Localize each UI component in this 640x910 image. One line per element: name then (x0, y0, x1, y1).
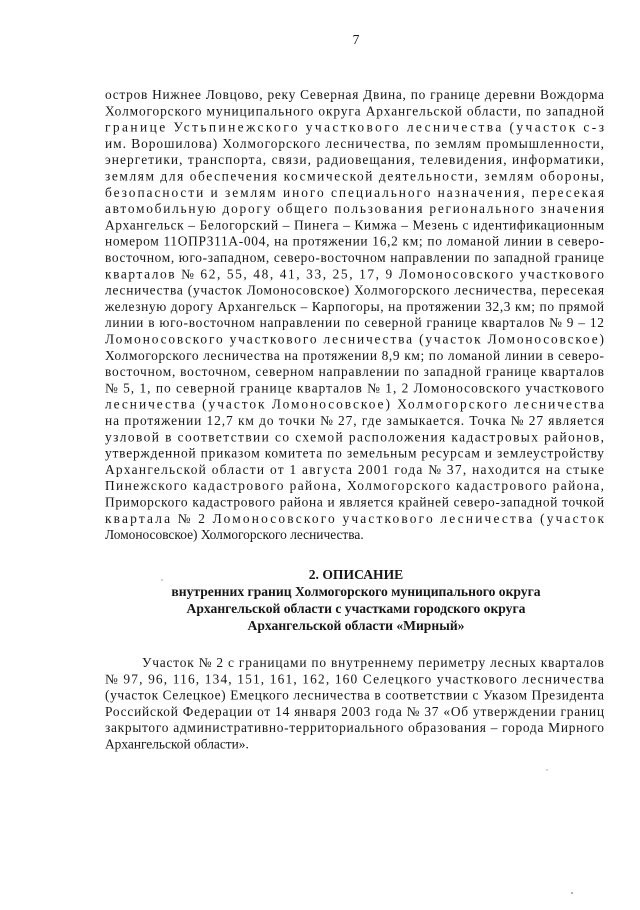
paragraph-line: Архангельской области». (105, 736, 249, 752)
section-subtitle-line: внутренних границ Холмогорского муниципального округа (171, 584, 541, 599)
paragraph-line: Участок № 2 с границами по внутреннему периметру лесных кварталов (142, 655, 604, 670)
paragraph-line: утвержденной приказом комитета по земельным ресурсам и землеустройству (105, 445, 604, 461)
paragraph-line: Ломоносовского участкового лесничества (участок Ломоносовское) (105, 331, 604, 347)
paragraph-line: автомобильную дорогу общего пользования регионального значения (105, 201, 604, 217)
paragraph-line: (участок Селецкое) Емецкого лесничества в соответствии с Указом Президента (105, 687, 604, 703)
paragraph-line: лесничества (участок Ломоносовское) Холмогорского лесничества, пересекая (105, 282, 604, 298)
paragraph-line: остров Нижнее Ловцово, реку Северная Двина, по границе деревни Вождорма (105, 87, 604, 102)
paragraph-line: линии в юго-восточном направлении по северной границе кварталов № 9 – 12 (105, 315, 604, 331)
paragraph-line: Холмогорского муниципального округа Архангельской области, по западной (105, 103, 604, 119)
paragraph-line: землям для обеспечения космической деятельности, землям обороны, (105, 168, 604, 184)
paragraph-line: квартала № 2 Ломоносовского участкового лесничества (участок (105, 510, 605, 526)
paragraph-line: границе Устьпинежского участкового лесничества (участок с-з (105, 119, 605, 135)
scan-speck (161, 579, 163, 581)
paragraph-line: энергетики, транспорта, связи, радиовещания, телевидения, информатики, (105, 152, 604, 168)
paragraph-line: на протяжении 12,7 км до точки № 27, где замыкается. Точка № 27 является (105, 413, 604, 428)
paragraph-line: Пинежского кадастрового района, Холмогорского кадастрового района, (105, 478, 604, 494)
paragraph-line: Архангельской области от 1 августа 2001 года № 37, находится на стыке (105, 461, 605, 477)
paragraph-line: восточном, восточном, северном направлении по западной границе кварталов (105, 364, 604, 380)
paragraph-line: номером 11ОПРЗ11А-004, на протяжении 16,2 км; по ломаной линии в северо- (105, 233, 604, 249)
paragraph-line: Приморского кадастрового района и является крайней северо-западной точкой (105, 494, 604, 510)
section-title: 2. ОПИСАНИЕ (308, 567, 404, 582)
paragraph-line: № 97, 96, 116, 134, 151, 161, 162, 160 Селецкого участкового лесничества (105, 671, 604, 687)
paragraph-line: узловой в соответствии со схемой расположения кадастровых районов, (105, 429, 604, 445)
section-subtitle-line: Архангельской области «Мирный» (247, 618, 465, 633)
paragraph-line: им. Ворошилова) Холмогорского лесничества, по землям промышленности, (105, 135, 604, 151)
scan-speck (571, 892, 573, 894)
paragraph-line: безопасности и землям иного специального назначения, пересекая (105, 184, 604, 200)
paragraph-line: Холмогорского лесничества на протяжении 8,9 км; по ломаной линии в северо- (105, 347, 604, 363)
paragraph-line: железную дорогу Архангельск – Карпогоры, на протяжении 32,3 км; по прямой (105, 298, 604, 314)
paragraph-line: Архангельск – Белогорский – Пинега – Кимжа – Мезень с идентификационным (105, 217, 604, 233)
paragraph-line: № 5, 1, по северной границе кварталов № 1, 2 Ломоносовского участкового (105, 380, 604, 396)
paragraph-line: Ломоносовское) Холмогорского лесничества. (105, 527, 364, 543)
paragraph-line: лесничества (участок Ломоносовское) Холмогорского лесничества (105, 396, 604, 412)
scan-speck (546, 769, 547, 770)
paragraph-line: восточном, юго-западном, северо-восточном направлении по западной границе (105, 250, 604, 265)
paragraph-line: закрытого административно-территориального образования – города Мирного (105, 720, 605, 736)
paragraph-line: кварталов № 62, 55, 48, 41, 33, 25, 17, 9 Ломоносовского участкового (105, 266, 604, 282)
section-subtitle-line: Архангельской области с участками городского округа (186, 601, 526, 616)
paragraph-line: Российской Федерации от 14 января 2003 года № 37 «Об утверждении границ (105, 703, 604, 719)
page-number: 7 (352, 32, 360, 47)
